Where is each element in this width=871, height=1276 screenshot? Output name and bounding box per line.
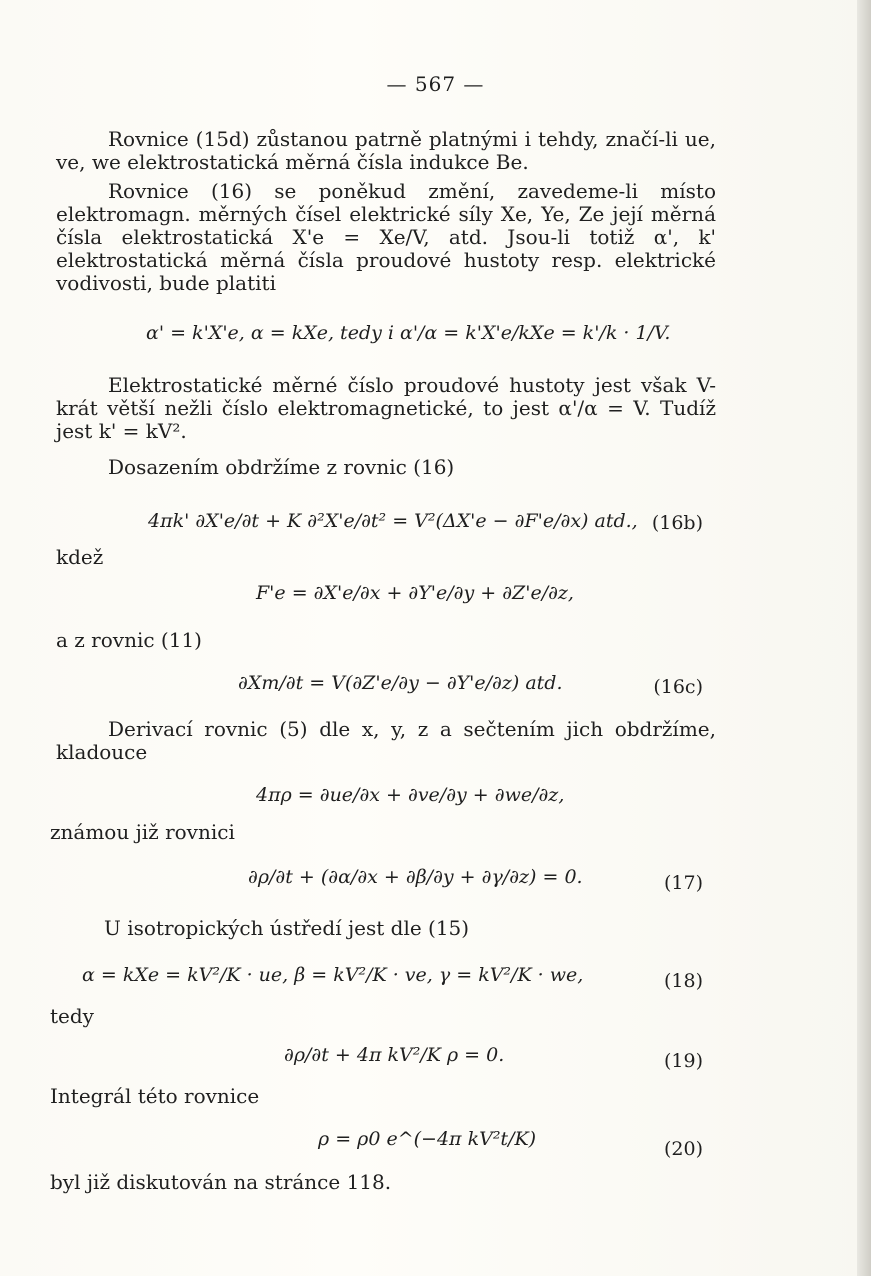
equation-17-number: (17) — [663, 872, 703, 894]
label-a-z-rovnic: a z rovnic (11) — [56, 628, 202, 652]
equation-20-number: (20) — [663, 1138, 703, 1160]
label-byl: byl již diskutován na stránce 118. — [50, 1170, 392, 1194]
equation-16b-number: (16b) — [651, 512, 703, 534]
label-derivaci: Derivací rovnic (5) dle x, y, z a sečtením jich obdržíme, kladouce — [56, 717, 716, 764]
paragraph-4: Dosazením obdržíme z rovnic (16) — [108, 455, 455, 479]
equation-18: α = kXe = kV²/K · ue, β = kV²/K · ve, γ = kV²/K · we, — [82, 964, 584, 986]
equation-19-number: (19) — [663, 1050, 703, 1072]
paragraph-1: Rovnice (15d) zůstanou patrně platnými i tehdy, značí-li ue, ve, we elektrostatická měrná čísla indukce Be. — [56, 127, 716, 174]
equation-rho: 4πρ = ∂ue/∂x + ∂ve/∂y + ∂we/∂z, — [256, 784, 565, 806]
page-number: — 567 — — [386, 72, 485, 96]
page-edge — [857, 0, 871, 1276]
label-kdez: kdež — [56, 545, 104, 569]
equation-20: ρ = ρ0 e^(−4π kV²t/K) — [318, 1128, 537, 1150]
equation-alpha: α' = k'X'e, α = kXe, tedy i α'/α = k'X'e/kXe = k'/k · 1/V. — [146, 322, 671, 344]
paragraph-2: Rovnice (16) se poněkud změní, zavedeme-li místo elektromagn. měrných čísel elektrické síly Xe, Ye, Ze její měrná čísla elektrostatická X'e = Xe/V, atd. Jsou-li totiž α', k' elektrostatická měrná čísla proudové hustoty resp. elektrické vodivosti, bude platiti — [56, 179, 716, 295]
equation-18-number: (18) — [663, 970, 703, 992]
label-isotrop: U isotropických ústředí jest dle (15) — [104, 916, 470, 940]
label-tedy: tedy — [50, 1004, 94, 1028]
equation-16b: 4πk' ∂X'e/∂t + K ∂²X'e/∂t² = V²(ΔX'e − ∂F'e/∂x) atd., — [148, 510, 638, 532]
label-znamou: známou již rovnici — [50, 820, 235, 844]
equation-F: F'e = ∂X'e/∂x + ∂Y'e/∂y + ∂Z'e/∂z, — [256, 582, 574, 604]
equation-19: ∂ρ/∂t + 4π kV²/K ρ = 0. — [284, 1044, 505, 1066]
equation-17: ∂ρ/∂t + (∂α/∂x + ∂β/∂y + ∂γ/∂z) = 0. — [248, 866, 583, 888]
label-integral: Integrál této rovnice — [50, 1084, 260, 1108]
paragraph-3: Elektrostatické měrné číslo proudové hustoty jest však V-krát větší nežli číslo elektromagnetické, to jest α'/α = V. Tudíž jest k' = kV². — [56, 373, 716, 443]
equation-16c-number: (16c) — [653, 676, 703, 698]
equation-16c: ∂Xm/∂t = V(∂Z'e/∂y − ∂Y'e/∂z) atd. — [238, 672, 563, 694]
